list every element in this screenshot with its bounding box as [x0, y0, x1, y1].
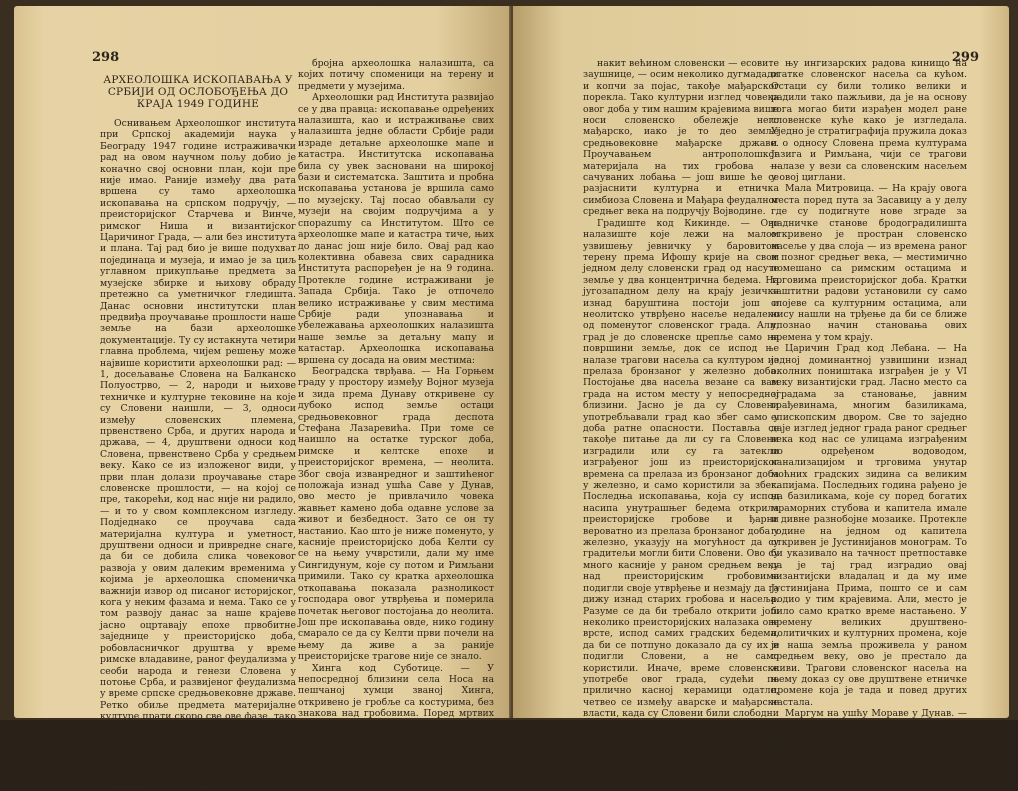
paragraph: накит већином словенски — есовите заушнице, — осим неколико дугмадади и копчи за појас, такође мађарског порекла. Тако културни изглед човека овог доба у тим нашим крајевима више носи словенско обележје него мађарско, иако је то део земље средњовековне мађарске државе. Проучавањем антрополошког материјала на тих гробова — сачуваних лобања — још више ће се разјаснити културна и етничка симбиоза Словена и Мађара феудалног средњег века на подручју Војводине. — [583, 58, 779, 218]
paragraph: Мала Митровица. — На крају овога места поред пута за Засавицу а у делу где су подигнуте нове зграде за радничке станове бродоградилишта откривено је простран словенско насеље у два слоја — из времена раног и позног средњег века, — местимично помешано са римским остацима и трговима преисторијског доба. Кратки заштитни радови установили су само слојеве са културним остацима, али нису нашли на трђење да би се ближе упознао начин становања ових времена у том крају. — [771, 183, 967, 343]
left-column-1 — [100, 70, 296, 791]
right-column-1 — [583, 58, 779, 765]
paragraph: Београдска тврђава. — На Горњем граду у простору између Војног музеја и зида према Дунаву откривене су дубоко испод земље остаци средњовековног града деспота Стефана Лазаревића. При томе се наишло на остатке турског доба, римске и келтске епохе и преисторијског времена, — неолита. Због своја изванредног и заштићеног положаја изнад ушћа Саве у Дунав, ово место је привлачило човека жавњет камено доба одавне услове за живот и безбедност. Затo се он ту настанио. Као што је ниже поменуто, у касније преисторијско доба Келти су се на њему учврстили, дали му име Сингидунум, које су потом и Римљани примили. Тако су кратка археолошка откопавања показала разноликост господара овог утврђења и померила почетак његовог постојања до неолита. Још пре ископавања овде, нико годину смарало се да су Келти први почели на њему да живе а за раније преисторијске трагове није се знало. — [298, 365, 494, 663]
paragraph: Маргум на ушћу Мораве у Дунав. — Ту је поред данашње Дубравице раније вековима постојало римско место. Ископине су открите- — [771, 708, 967, 754]
left-column-2 — [298, 58, 494, 754]
right-column-2 — [771, 58, 967, 754]
paragraph: Пиротиште. — У тзв. Нијовој линији, где је некада откривено насеље из бронзаног доба, сада се у продуже- — [583, 730, 779, 765]
page-number-right: 299 — [951, 50, 979, 65]
left-page — [14, 6, 511, 791]
paragraph: Хинга код Суботице. — У непосредној близини села Носа на пешчаној хумци званој Хинга, откривено је гробље са костурима, без знакова над гробовима. Поред мртвих налажени су се понекад посмртни дарови, претежно накит, рећи новац. Новци је мађарски од XI до XIV века, а — [298, 662, 494, 754]
right-page — [513, 6, 1009, 765]
paragraph: Царичин Град код Лебана. — На једној доминантној узвишини изнад околних поништака изграђен је у VI веку византијски град. Ласно место са зградама за становање, јавним грађевинама, многим базиликама, епископским двором. Све то заједно даје изглед једног града раног средњег века код нас се улицама изграђеним по одређеном водоводом, канализацијом и трговима унутар моћних градских зидина са великим капијама. Последњих година рађено је на базиликама, које су поред богатих мраморних стубова и капитела имале и дивне разнобојне мозаике. Протекле године на једном од капитела откривен је Јустинијанов монограм. То би указивало на тачност претпоставке да је тај град изградио овај византијски владалац и да му име Јустинијана Прима, пошто се и сам родио у тим крајевима. Али, место је било само кратко време настањено. У времену великих друштвено-политичких и културних промена, које је наша земља проживела у раном средњем веку, ово је престало да живи. Трагови словенског насеља на њему доказ су ове друштвене етничке промене која је тада и повед других настала. — [771, 343, 967, 708]
page-number-left: 298 — [92, 50, 120, 65]
paragraph: бројна археолошка налазишта, са којих потичу споменици на терену и предмети у музејима. — [298, 58, 494, 92]
paragraph: Градиште код Кикинде. — Ово налазиште које лежи на малом узвишењу јевничку у баровитом терену према Ифошу крије на свом једном делу словенски град од насуте земље у два концентрична бедема. На југозападном делу на крају језичка изнад баруштина постоји још и неолитско утврђено насеље недалеко од поменутог словенског града. Али, град је до словенске црепље само на површини земље, док се испод ње налазе трагови насеља са културом из прелаза бронзаног у железно доба. Постојање два насеља везане са вам града на истом месту у непосредној близини. Јасно је да су Словени употребљавали град као збег само у доба ратне опасности. Поставља се такође питање да ли су га Словени изградили или су га затекли изграђеног још из преисторијског времена са прелаза из бронзаног доба у железно, и само користили за збег. Последња ископавања, која су испод насипа унутрашњег бедема открила преисторијске гробове и ђарни вероватно из прелаза бронзаног доба у железно, указују на могућност да су градитељи могли бити Словени. Ово су много касније у раном средњем веку над преисторијским гробовима подигли своје утврђење и незмају да га дижу изнад старих гробова и насеља. Разуме се да би требало открити још неколико преисторијских налазака ове врсте, испод самих градских бедема, да би се потпуно доказало да су их и подигли Словени, а не само користили. Иначе, време словенске употребе овог града, судећи по приличнo касној керамици одатле, четвео се између аварске и мађарске власти, када су Словени били слободни и самостални. — [583, 217, 779, 731]
paragraph: Археолошки рад Института развијао се у два правца: ископавање одређених налазишта, као и истраживање свих налазишта једне области Србије ради израде детаљне археолошке мапе и катастра. Институтска ископавања била су увек засновани на широкој бази и систематска. Заштита и пробна ископавања установа је вршила само по музејску. Тај посао обављали су музеји на својим подручјима а у спорazumу са Институтом. Што се археолошке мапе и катастра тиче, њих до данас још није било. Овај рад као колективна обавеза свих сарадника Института распоређен је на 9 година. Протекле године истраживани је Запада Србија. Тако је отпочело велико истраживање у свим местима Србије ради упознавања и убележавања археолошких налазишта наше земље за детаљну мапу и катастар. Археолошка ископавања вршена су досада на овим местима: — [298, 92, 494, 366]
paragraph: Оснивањем Археолошког института при Српској академији наука у Београду 1947 године истраживачки рад на овом научном пољу добио је коначно свој основни план, који пре није имао. Раније између два рата вршена су тамо археолошка ископавања на српском подручју, — преисторијског Старчева и Винче, римског Ниша и византијског Царичиног Града, — али без института и плана. Тај рад био је више подухват појединаца и музеја, и имао је за циљ углавном прикупљање предмета за музејске збирке и њихову обраду претежно са уметничког гледишта. Данас основни институтски план предвиђа проучавање прошлости наше земље на бази археолошке документације. Ту су истакнута четири главна проблема, чијем решењу може највише користити археолошки рад: — 1, досељавање Словена на Балканско Полуострво, — 2, народи и њихове техничке и културне тековине на које су Словени наишли, — 3, односи између словенских племена, првенствено Срба, и других народа и држава, — 4, друштвени односи код Словена, првенствено Срба у средњем веку. Како се из изложеног види, у први план долази проучавање старе словенске прошлости, — на којој се пре, такорећи, код нас није ни радило, — и то у свом комплексном изгледу. Подједнако се проучава сада материјална култура и уметност, друштвени односи и привредне снаге, да би се добила слика човековог развоја у овим далеким временима у којима је археолошка споменичка важнији извор од писаног историјског, кога у неким фазама и нема. Тако се у том развоју данас за наше крајеве јасно оцртавају епохе првобитне заједнице у преисторијско доба, робовласничког друштва у време римске владавине, раног феудализма у сеоби народа и генези Словена у потоње Срба, и развијеног феудализма у време српске средњовековне државе. Ретко обиље предмета материјалне културе прати скоро све ове фазе, тако да наша земља улази у групу археолошки најзанимљивијих крајева Европе. Блиски Исток, антички Грчка и Рим, Византија, сви народи и племена из времена велике сеобе оставили су за собом — [100, 118, 296, 791]
paragraph: њу ингизарских радова кинищо на отатке словенског насеља са кућом. Остаци су били толико велики и радили тако пажљиви, да је на основу тога могао бити израђен модел ране словенске куће како је изгледала. Уједно је стратиграфија пружила доказ и о односу Словена према културама Јазига и Римљана, чији се трагови налазе у вези са словенским насељем у овој циглани. — [771, 58, 967, 184]
article-title: АРХЕОЛОШКА ИСКОПАВАЊА У СРБИЈИ ОД ОСЛОБОЂЕЊА ДО КРАЈА 1949 ГОДИНЕ — [103, 74, 293, 110]
